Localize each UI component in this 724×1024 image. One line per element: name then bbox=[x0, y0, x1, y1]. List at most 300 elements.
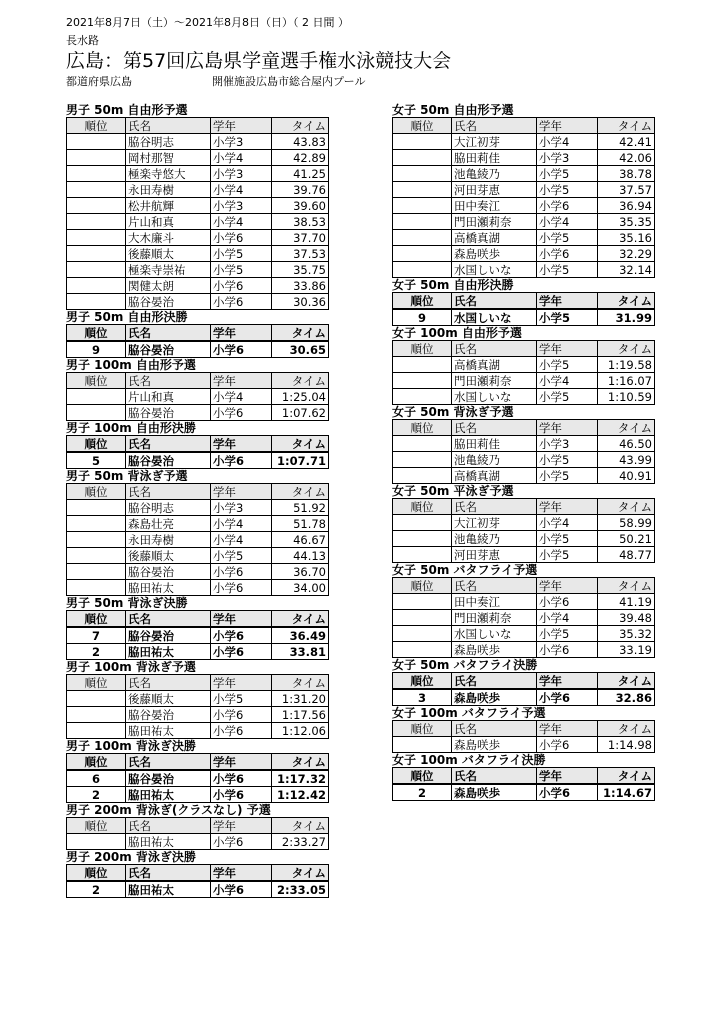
name-header: 氏名 bbox=[452, 578, 537, 594]
heat-event bbox=[392, 706, 655, 753]
grade-header: 学年 bbox=[537, 673, 598, 690]
time-cell: 37.70 bbox=[272, 230, 329, 246]
grade-cell: 小学5 bbox=[537, 452, 598, 468]
swimmer-name: 永田寿樹 bbox=[126, 182, 211, 198]
event-title: 男子 200m 背泳ぎ決勝 bbox=[66, 850, 196, 864]
time-cell: 58.99 bbox=[598, 515, 655, 531]
time-cell: 39.60 bbox=[272, 198, 329, 214]
heat-event bbox=[392, 563, 655, 658]
grade-cell: 小学6 bbox=[537, 198, 598, 214]
grade-cell: 小学4 bbox=[537, 515, 598, 531]
table-row bbox=[67, 723, 329, 739]
event-title: 男子 100m 背泳ぎ予選 bbox=[66, 660, 196, 674]
table-row bbox=[67, 580, 329, 596]
grade-cell: 小学5 bbox=[537, 547, 598, 563]
table-row bbox=[67, 564, 329, 580]
swimmer-name: 池亀綾乃 bbox=[452, 166, 537, 182]
grade-cell: 小学6 bbox=[211, 787, 272, 803]
swimmer-name: 岡村那智 bbox=[126, 150, 211, 166]
time-cell: 33.81 bbox=[272, 644, 329, 660]
header-row bbox=[393, 768, 655, 785]
rank-header: 順位 bbox=[67, 325, 126, 342]
event-title: 男子 50m 背泳ぎ予選 bbox=[66, 469, 188, 483]
rank-header: 順位 bbox=[67, 818, 126, 834]
time-cell: 1:17.56 bbox=[272, 707, 329, 723]
swimmer-name: 脇田祐太 bbox=[126, 881, 211, 898]
swimmer-name: 脇田祐太 bbox=[126, 580, 211, 596]
rank-cell bbox=[67, 516, 126, 532]
grade-cell: 小学5 bbox=[537, 389, 598, 405]
table-row bbox=[67, 516, 329, 532]
grade-header: 学年 bbox=[211, 325, 272, 342]
results-table bbox=[66, 610, 329, 660]
rank-header: 順位 bbox=[67, 484, 126, 500]
header-row bbox=[393, 118, 655, 134]
header-row bbox=[393, 293, 655, 310]
swimmer-name: 脇谷晏治 bbox=[126, 405, 211, 421]
swimmer-name: 高橋真湖 bbox=[452, 357, 537, 373]
table-row bbox=[393, 198, 655, 214]
final-event bbox=[392, 278, 655, 326]
rank-header: 順位 bbox=[393, 499, 452, 515]
time-cell: 35.35 bbox=[598, 214, 655, 230]
grade-cell: 小学5 bbox=[537, 531, 598, 547]
swimmer-name: 極楽寺崇祐 bbox=[126, 262, 211, 278]
table-row bbox=[67, 230, 329, 246]
table-row bbox=[67, 294, 329, 310]
grade-header: 学年 bbox=[537, 768, 598, 785]
table-row bbox=[393, 594, 655, 610]
rank-header: 順位 bbox=[393, 673, 452, 690]
rank-cell bbox=[393, 262, 452, 278]
grade-cell: 小学5 bbox=[537, 357, 598, 373]
swimmer-name: 大江初芽 bbox=[452, 134, 537, 150]
table-row bbox=[393, 737, 655, 753]
swimmer-name: 水国しいな bbox=[452, 309, 537, 326]
swimmer-name: 後藤順太 bbox=[126, 691, 211, 707]
name-header: 氏名 bbox=[126, 373, 211, 389]
page-title: 広島：第57回広島県学童選手権水泳競技大会 bbox=[66, 50, 452, 72]
rank-header: 順位 bbox=[67, 865, 126, 882]
event-title: 女子 50m 自由形決勝 bbox=[392, 278, 514, 292]
results-table bbox=[66, 817, 329, 850]
time-cell: 1:16.07 bbox=[598, 373, 655, 389]
rank-cell bbox=[67, 707, 126, 723]
table-row bbox=[393, 230, 655, 246]
rank-cell: 7 bbox=[67, 627, 126, 644]
table-row bbox=[393, 134, 655, 150]
grade-cell: 小学6 bbox=[211, 564, 272, 580]
grade-cell: 小学3 bbox=[211, 166, 272, 182]
grade-cell: 小学4 bbox=[211, 150, 272, 166]
grade-cell: 小学3 bbox=[211, 134, 272, 150]
time-header: タイム bbox=[598, 118, 655, 134]
grade-header: 学年 bbox=[537, 578, 598, 594]
grade-cell: 小学6 bbox=[211, 881, 272, 898]
name-header: 氏名 bbox=[452, 293, 537, 310]
event-title: 男子 50m 自由形予選 bbox=[66, 103, 188, 117]
time-cell: 38.78 bbox=[598, 166, 655, 182]
heat-event bbox=[66, 103, 329, 310]
table-row bbox=[393, 436, 655, 452]
table-row bbox=[67, 166, 329, 182]
rank-header: 順位 bbox=[67, 754, 126, 771]
time-cell: 50.21 bbox=[598, 531, 655, 547]
table-row bbox=[67, 627, 329, 644]
swimmer-name: 大江初芽 bbox=[452, 515, 537, 531]
time-header: タイム bbox=[598, 293, 655, 310]
swimmer-name: 大木廉斗 bbox=[126, 230, 211, 246]
time-cell: 1:07.62 bbox=[272, 405, 329, 421]
table-row bbox=[67, 452, 329, 469]
grade-cell: 小学6 bbox=[537, 642, 598, 658]
name-header: 氏名 bbox=[126, 484, 211, 500]
table-row bbox=[393, 689, 655, 706]
results-table bbox=[66, 324, 329, 358]
grade-header: 学年 bbox=[537, 499, 598, 515]
event-title: 女子 100m 自由形予選 bbox=[392, 326, 522, 340]
results-table bbox=[66, 483, 329, 596]
swimmer-name: 森島壮亮 bbox=[126, 516, 211, 532]
heat-event bbox=[392, 103, 655, 278]
table-row bbox=[393, 610, 655, 626]
swimmer-name: 脇谷晏治 bbox=[126, 707, 211, 723]
grade-cell: 小学6 bbox=[211, 627, 272, 644]
event-title: 男子 50m 自由形決勝 bbox=[66, 310, 188, 324]
pool-type: 長水路 bbox=[66, 34, 99, 47]
swimmer-name: 関健太朗 bbox=[126, 278, 211, 294]
grade-header: 学年 bbox=[211, 436, 272, 453]
swimmer-name: 脇谷晏治 bbox=[126, 564, 211, 580]
rank-cell bbox=[67, 500, 126, 516]
rank-cell bbox=[67, 166, 126, 182]
rank-cell bbox=[393, 626, 452, 642]
grade-header: 学年 bbox=[537, 721, 598, 737]
header-row bbox=[67, 436, 329, 453]
time-cell: 31.99 bbox=[598, 309, 655, 326]
time-cell: 32.86 bbox=[598, 689, 655, 706]
rank-header: 順位 bbox=[393, 420, 452, 436]
time-cell: 51.92 bbox=[272, 500, 329, 516]
header-row bbox=[393, 499, 655, 515]
final-event bbox=[66, 596, 329, 660]
rank-cell bbox=[393, 436, 452, 452]
grade-cell: 小学6 bbox=[211, 644, 272, 660]
swimmer-name: 森島咲歩 bbox=[452, 784, 537, 801]
table-row bbox=[67, 691, 329, 707]
event-title: 女子 50m 自由形予選 bbox=[392, 103, 514, 117]
time-header: タイム bbox=[272, 754, 329, 771]
table-row bbox=[393, 642, 655, 658]
name-header: 氏名 bbox=[452, 721, 537, 737]
rank-cell bbox=[393, 389, 452, 405]
name-header: 氏名 bbox=[452, 118, 537, 134]
time-cell: 39.76 bbox=[272, 182, 329, 198]
swimmer-name: 脇谷晏治 bbox=[126, 627, 211, 644]
grade-cell: 小学4 bbox=[537, 610, 598, 626]
table-row bbox=[393, 166, 655, 182]
rank-cell bbox=[393, 737, 452, 753]
swimmer-name: 脇谷明志 bbox=[126, 500, 211, 516]
rank-cell bbox=[393, 610, 452, 626]
header-row bbox=[67, 611, 329, 628]
table-row bbox=[393, 150, 655, 166]
grade-header: 学年 bbox=[211, 675, 272, 691]
time-cell: 42.06 bbox=[598, 150, 655, 166]
header-row bbox=[67, 373, 329, 389]
time-cell: 44.13 bbox=[272, 548, 329, 564]
final-event bbox=[66, 739, 329, 803]
event-title: 女子 50m バタフライ予選 bbox=[392, 563, 538, 577]
final-event bbox=[66, 850, 329, 898]
time-cell: 2:33.27 bbox=[272, 834, 329, 850]
swimmer-name: 高橋真湖 bbox=[452, 468, 537, 484]
results-table bbox=[392, 117, 655, 278]
results-table bbox=[392, 672, 655, 706]
event-title: 男子 100m 背泳ぎ決勝 bbox=[66, 739, 196, 753]
heat-event bbox=[66, 358, 329, 421]
time-header: タイム bbox=[598, 341, 655, 357]
time-header: タイム bbox=[272, 611, 329, 628]
swimmer-name: 脇田祐太 bbox=[126, 644, 211, 660]
results-table bbox=[392, 720, 655, 753]
grade-header: 学年 bbox=[211, 118, 272, 134]
rank-cell bbox=[393, 357, 452, 373]
grade-cell: 小学4 bbox=[211, 182, 272, 198]
rank-cell: 3 bbox=[393, 689, 452, 706]
swimmer-name: 脇田祐太 bbox=[126, 723, 211, 739]
event-title: 男子 100m 自由形予選 bbox=[66, 358, 196, 372]
time-cell: 51.78 bbox=[272, 516, 329, 532]
results-table bbox=[392, 767, 655, 801]
results-table bbox=[66, 117, 329, 310]
table-row bbox=[67, 787, 329, 803]
time-cell: 1:19.58 bbox=[598, 357, 655, 373]
table-row bbox=[67, 405, 329, 421]
name-header: 氏名 bbox=[126, 865, 211, 882]
final-event bbox=[392, 753, 655, 801]
rank-cell bbox=[67, 723, 126, 739]
table-row bbox=[393, 515, 655, 531]
swimmer-name: 脇谷明志 bbox=[126, 134, 211, 150]
grade-cell: 小学6 bbox=[211, 230, 272, 246]
rank-cell bbox=[67, 134, 126, 150]
grade-cell: 小学5 bbox=[537, 626, 598, 642]
time-cell: 43.99 bbox=[598, 452, 655, 468]
rank-cell bbox=[393, 373, 452, 389]
time-cell: 33.19 bbox=[598, 642, 655, 658]
grade-cell: 小学4 bbox=[211, 516, 272, 532]
heat-event bbox=[66, 469, 329, 596]
header-row bbox=[393, 420, 655, 436]
table-row bbox=[393, 357, 655, 373]
time-cell: 35.75 bbox=[272, 262, 329, 278]
time-header: タイム bbox=[272, 675, 329, 691]
table-row bbox=[67, 770, 329, 787]
swimmer-name: 池亀綾乃 bbox=[452, 452, 537, 468]
grade-cell: 小学6 bbox=[211, 707, 272, 723]
time-cell: 38.53 bbox=[272, 214, 329, 230]
swimmer-name: 後藤順太 bbox=[126, 246, 211, 262]
time-header: タイム bbox=[272, 436, 329, 453]
rank-cell: 6 bbox=[67, 770, 126, 787]
grade-cell: 小学5 bbox=[211, 691, 272, 707]
time-cell: 35.16 bbox=[598, 230, 655, 246]
swimmer-name: 森島咲歩 bbox=[452, 642, 537, 658]
grade-cell: 小学6 bbox=[537, 737, 598, 753]
swimmer-name: 水国しいな bbox=[452, 626, 537, 642]
name-header: 氏名 bbox=[452, 673, 537, 690]
time-cell: 1:12.42 bbox=[272, 787, 329, 803]
swimmer-name: 水国しいな bbox=[452, 262, 537, 278]
grade-header: 学年 bbox=[211, 484, 272, 500]
time-header: タイム bbox=[598, 420, 655, 436]
swimmer-name: 門田瀬莉奈 bbox=[452, 610, 537, 626]
swimmer-name: 門田瀬莉奈 bbox=[452, 214, 537, 230]
grade-cell: 小学3 bbox=[211, 198, 272, 214]
grade-cell: 小学5 bbox=[537, 468, 598, 484]
rank-header: 順位 bbox=[393, 293, 452, 310]
rank-cell bbox=[393, 198, 452, 214]
grade-header: 学年 bbox=[537, 118, 598, 134]
grade-cell: 小学5 bbox=[211, 262, 272, 278]
table-row bbox=[393, 214, 655, 230]
grade-cell: 小学5 bbox=[211, 548, 272, 564]
grade-cell: 小学4 bbox=[537, 214, 598, 230]
table-row bbox=[67, 881, 329, 898]
grade-cell: 小学6 bbox=[537, 784, 598, 801]
swimmer-name: 河田芽恵 bbox=[452, 547, 537, 563]
swimmer-name: 脇田祐太 bbox=[126, 834, 211, 850]
results-table bbox=[66, 864, 329, 898]
time-header: タイム bbox=[598, 721, 655, 737]
table-row bbox=[393, 784, 655, 801]
rank-cell bbox=[67, 548, 126, 564]
time-cell: 1:14.67 bbox=[598, 784, 655, 801]
name-header: 氏名 bbox=[126, 118, 211, 134]
time-cell: 1:07.71 bbox=[272, 452, 329, 469]
header-row bbox=[67, 325, 329, 342]
swimmer-name: 脇田莉佳 bbox=[452, 150, 537, 166]
rank-header: 順位 bbox=[67, 436, 126, 453]
grade-cell: 小学6 bbox=[537, 246, 598, 262]
swimmer-name: 片山和真 bbox=[126, 214, 211, 230]
swimmer-name: 森島咲歩 bbox=[452, 689, 537, 706]
time-cell: 32.14 bbox=[598, 262, 655, 278]
table-row bbox=[67, 532, 329, 548]
time-cell: 46.50 bbox=[598, 436, 655, 452]
swimmer-name: 門田瀬莉奈 bbox=[452, 373, 537, 389]
table-row bbox=[67, 707, 329, 723]
rank-header: 順位 bbox=[67, 675, 126, 691]
swimmer-name: 森島咲歩 bbox=[452, 246, 537, 262]
table-row bbox=[67, 500, 329, 516]
swimmer-name: 脇谷晏治 bbox=[126, 294, 211, 310]
time-cell: 35.32 bbox=[598, 626, 655, 642]
event-title: 男子 100m 自由形決勝 bbox=[66, 421, 196, 435]
rank-cell bbox=[67, 182, 126, 198]
heat-event bbox=[66, 803, 329, 850]
header-row bbox=[393, 673, 655, 690]
name-header: 氏名 bbox=[126, 818, 211, 834]
grade-header: 学年 bbox=[211, 754, 272, 771]
rank-cell bbox=[67, 834, 126, 850]
grade-cell: 小学6 bbox=[211, 834, 272, 850]
header-row bbox=[67, 754, 329, 771]
swimmer-name: 片山和真 bbox=[126, 389, 211, 405]
rank-cell bbox=[67, 389, 126, 405]
time-cell: 42.41 bbox=[598, 134, 655, 150]
rank-cell bbox=[67, 230, 126, 246]
grade-header: 学年 bbox=[211, 373, 272, 389]
table-row bbox=[67, 150, 329, 166]
time-cell: 39.48 bbox=[598, 610, 655, 626]
rank-cell bbox=[67, 691, 126, 707]
time-cell: 1:25.04 bbox=[272, 389, 329, 405]
grade-cell: 小学6 bbox=[211, 405, 272, 421]
grade-cell: 小学5 bbox=[537, 309, 598, 326]
rank-cell bbox=[393, 134, 452, 150]
table-row bbox=[67, 262, 329, 278]
results-table bbox=[392, 292, 655, 326]
swimmer-name: 永田寿樹 bbox=[126, 532, 211, 548]
time-header: タイム bbox=[598, 673, 655, 690]
time-cell: 34.00 bbox=[272, 580, 329, 596]
grade-cell: 小学6 bbox=[211, 723, 272, 739]
grade-cell: 小学4 bbox=[211, 389, 272, 405]
rank-cell: 9 bbox=[393, 309, 452, 326]
time-cell: 40.91 bbox=[598, 468, 655, 484]
time-cell: 42.89 bbox=[272, 150, 329, 166]
rank-cell bbox=[67, 294, 126, 310]
rank-cell bbox=[393, 468, 452, 484]
grade-cell: 小学6 bbox=[211, 278, 272, 294]
time-cell: 30.36 bbox=[272, 294, 329, 310]
results-table bbox=[392, 419, 655, 484]
rank-cell bbox=[393, 230, 452, 246]
table-row bbox=[393, 452, 655, 468]
time-cell: 1:14.98 bbox=[598, 737, 655, 753]
grade-cell: 小学4 bbox=[537, 373, 598, 389]
time-cell: 36.94 bbox=[598, 198, 655, 214]
grade-cell: 小学3 bbox=[537, 436, 598, 452]
time-cell: 36.49 bbox=[272, 627, 329, 644]
time-cell: 1:17.32 bbox=[272, 770, 329, 787]
rank-cell bbox=[67, 262, 126, 278]
time-header: タイム bbox=[272, 818, 329, 834]
rank-cell bbox=[67, 580, 126, 596]
event-title: 女子 50m 平泳ぎ予選 bbox=[392, 484, 514, 498]
time-cell: 33.86 bbox=[272, 278, 329, 294]
table-row bbox=[67, 644, 329, 660]
heat-event bbox=[66, 660, 329, 739]
final-event bbox=[392, 658, 655, 706]
time-cell: 32.29 bbox=[598, 246, 655, 262]
rank-cell: 2 bbox=[393, 784, 452, 801]
grade-cell: 小学6 bbox=[211, 341, 272, 358]
event-title: 女子 100m バタフライ予選 bbox=[392, 706, 546, 720]
swimmer-name: 河田芽恵 bbox=[452, 182, 537, 198]
rank-header: 順位 bbox=[393, 721, 452, 737]
grade-cell: 小学3 bbox=[537, 150, 598, 166]
rank-cell bbox=[67, 198, 126, 214]
event-title: 女子 100m バタフライ決勝 bbox=[392, 753, 546, 767]
time-cell: 36.70 bbox=[272, 564, 329, 580]
name-header: 氏名 bbox=[126, 325, 211, 342]
swimmer-name: 極楽寺悠大 bbox=[126, 166, 211, 182]
table-row bbox=[393, 547, 655, 563]
time-header: タイム bbox=[272, 325, 329, 342]
